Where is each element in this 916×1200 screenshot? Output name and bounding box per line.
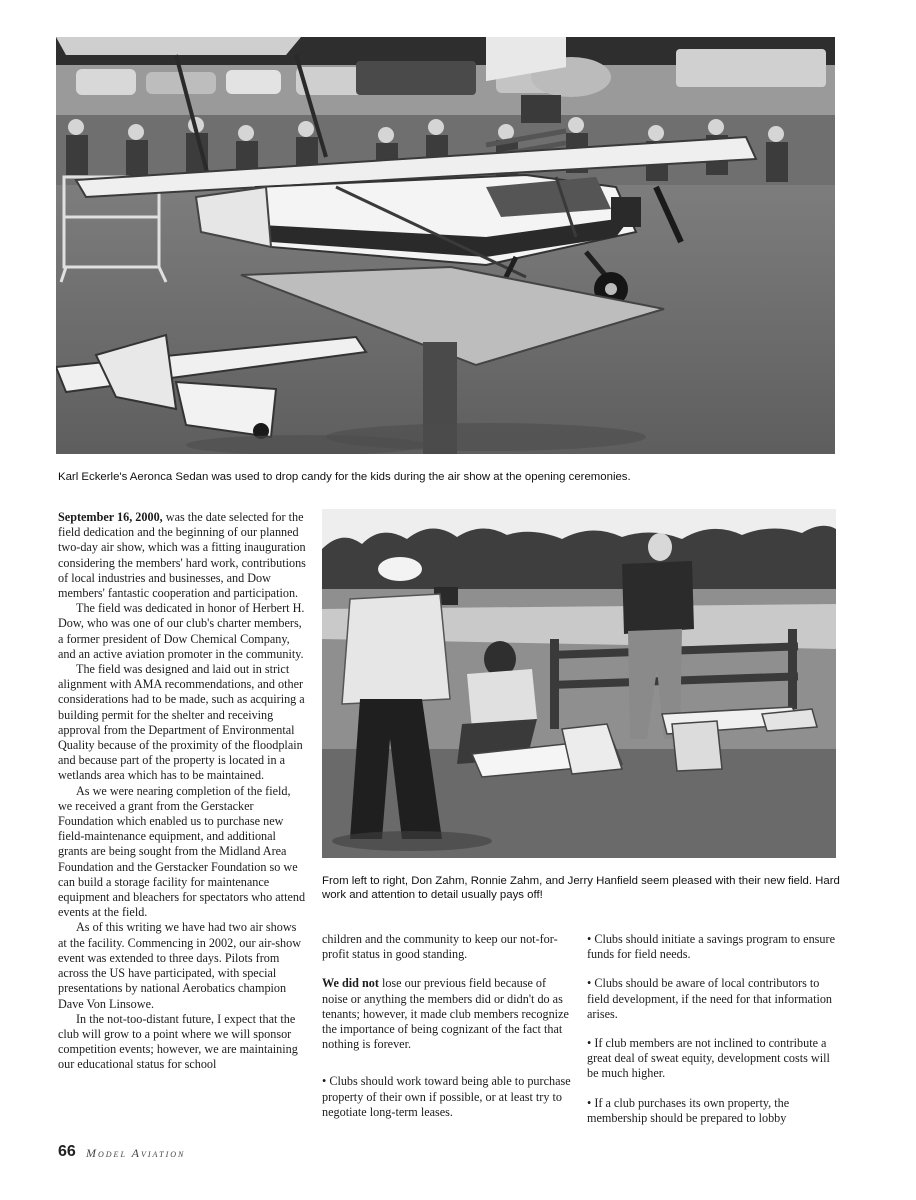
paragraph-1 xyxy=(58,510,307,601)
paragraph-6: In the not-too-distant future, I expect that the club will grow to a point where we will sponsor competition events; however, we are maintaining our educational status for school xyxy=(58,1011,298,1072)
paragraph-5: As of this writing we have had two air shows at the facility. Commencing in 2002, our air-show event was extended to three days. Pilots from across the US have participated, with special presentations by national Aerobatics champion Dave Von Linsowe. xyxy=(58,920,301,1011)
page-number: 66 xyxy=(58,1143,76,1160)
paragraph-1-text: was the date selected for the field dedication and the beginning of our planned two-day air show, which was a fitting inauguration considering the members' hard work, contributions of local industries and businesses, and Dow members' fantastic cooperation and participation. xyxy=(58,510,306,601)
col3-bullet-2: • Clubs should be aware of local contributors to field development, if the need for that information arises. xyxy=(587,976,833,1021)
right-photo-caption: From left to right, Don Zahm, Ronnie Zahm, and Jerry Hanfield seem pleased with their new field. Hard work and attention to detail usually pays off! xyxy=(322,875,840,901)
article-column-2 xyxy=(322,932,572,1120)
top-photo-aeronca-sedan xyxy=(56,37,835,454)
article-column-3 xyxy=(587,932,837,1126)
article-column-1 xyxy=(58,510,307,1073)
date-lead: September 16, 2000, xyxy=(58,510,163,524)
top-photo-caption: Karl Eckerle's Aeronca Sedan was used to drop candy for the kids during the air show at the opening ceremonies. xyxy=(58,471,631,483)
col3-bullet-1: • Clubs should initiate a savings program to ensure funds for field needs. xyxy=(587,932,835,962)
col2-paragraph-2 xyxy=(322,976,572,1052)
col2-paragraph-1: children and the community to keep our not-for-profit status in good standing. xyxy=(322,932,558,962)
paragraph-4: As we were nearing completion of the field, we received a grant from the Gerstacker Foundation which enabled us to purchase new field-maintenance equipment, and additional grants are being sought from the Midland Area Foundation and the Gerstacker Foundation so we can build a storage facility for maintenance equipment and bleachers for spectators who attend events at the field. xyxy=(58,783,306,920)
right-photo-field-members xyxy=(322,509,836,858)
col3-bullet-4: • If a club purchases its own property, the membership should be prepared to lobby xyxy=(587,1095,790,1125)
magazine-name: Model Aviation xyxy=(86,1146,186,1160)
col2-paragraph-2-text: lose our previous field because of noise or anything the members did or didn't do as tenants; however, it made club members recognize the importance of being cognizant of the fact that nothing is forever. xyxy=(322,976,569,1052)
col2-bullet-1: • Clubs should work toward being able to purchase property of their own if possible, or at least try to negotiate long-term leases. xyxy=(322,1074,571,1119)
paragraph-3: The field was designed and laid out in strict alignment with AMA recommendations, and other considerations had to be made, such as acquiring a building permit for the shelter and receiving approval from the Department of Environmental Quality because of the proximity of the floodplain and because part of the property is located in a wetlands area which has to be maintained. xyxy=(58,662,305,783)
paragraph-2: The field was dedicated in honor of Herbert H. Dow, who was one of our club's charter members, a former president of Dow Chemical Company, and an active aviation promoter in the community. xyxy=(58,601,305,661)
we-did-not-lead: We did not xyxy=(322,976,379,991)
col3-bullet-3: • If club members are not inclined to contribute a great deal of sweat equity, development costs will be much higher. xyxy=(587,1036,830,1081)
